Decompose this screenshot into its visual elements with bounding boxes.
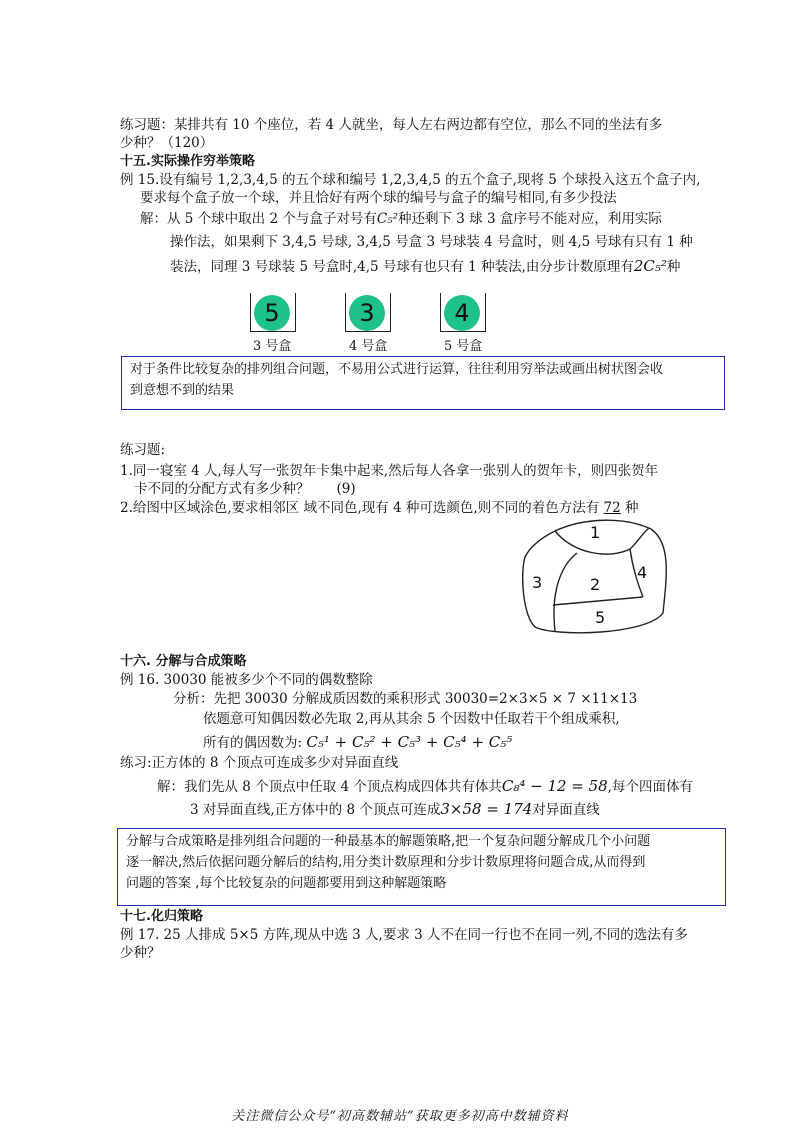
answer-value: 72 <box>603 500 621 516</box>
section-heading-15: 十五.实际操作穷举策略 <box>120 154 255 169</box>
region-label: 3 <box>532 573 543 592</box>
analysis-line: 所有的偶因数为: C₅¹ + C₅² + C₅³ + C₅⁴ + C₅⁵ <box>203 733 513 751</box>
page-footer: 关注微信公众号“初高数辅站”获取更多初高中数辅资料 <box>231 1109 569 1124</box>
math-expression: C₈⁴ − 12 = 58 <box>501 777 608 795</box>
note-line: 逐一解决,然后依据问题分解后的结构,用分类计数原理和分步计数原理将问题合成,从而得到 <box>126 854 646 870</box>
region-label: 1 <box>590 523 601 542</box>
box-label: 3 号盒 <box>253 339 292 354</box>
practice-question-line: 2.给图中区域涂色,要求相邻区 域不同色,现有 4 种可选颜色,则不同的着色方法有 72 种 <box>120 500 639 516</box>
ball-icon: 5 <box>254 295 290 331</box>
region-label: 4 <box>637 563 648 582</box>
solution-16-line: 3 对异面直线,正方体中的 8 个顶点可连成3×58 = 174对异面直线 <box>190 800 600 818</box>
box-label: 5 号盒 <box>444 339 483 354</box>
note-line: 对于条件比较复杂的排列组合问题，不易用公式进行运算，往往利用穷举法或画出树状图会收 <box>130 362 664 377</box>
box-label: 4 号盒 <box>349 339 388 354</box>
analysis-line: 依题意可知偶因数必先取 2,再从其余 5 个因数中任取若干个组成乘积, <box>203 711 620 727</box>
practice-question-line: 练习题：某排共有 10 个座位，若 4 人就坐，每人左右两边都有空位，那么不同的坐法有多 <box>120 117 663 133</box>
practice-question-line: 1.同一寝室 4 人,每人写一张贺年卡集中起来,然后每人各拿一张别人的贺年卡，则四张贺年 <box>120 463 659 479</box>
math-expression: C₅² <box>376 211 398 227</box>
example-15-line: 要求每个盒子放一个球，并且恰好有两个球的编号与盒子的编号相同,有多少投法 <box>140 190 617 206</box>
solution-15-line: 解：从 5 个球中取出 2 个与盒子对号有C₅²种还剩下 3 球 3 盒序号不能对应，利用实际 <box>140 211 662 227</box>
region-label: 5 <box>595 608 606 627</box>
strategy-note-box <box>117 828 726 906</box>
example-16-line: 例 16. 30030 能被多少个不同的偶数整除 <box>120 672 373 688</box>
region-label: 2 <box>590 575 601 594</box>
practice-heading: 练习题: <box>120 442 166 458</box>
solution-16-line: 解：我们先从 8 个顶点中任取 4 个顶点构成四体共有体共C₈⁴ − 12 = 58,每个四面体有 <box>157 777 694 795</box>
note-line: 到意想不到的结果 <box>130 382 235 398</box>
note-line: 分解与合成策略是排列组合问题的一种最基本的解题策略,把一个复杂问题分解成几个小问题 <box>126 834 651 849</box>
note-line: 问题的答案 ,每个比较复杂的问题都要用到这种解题策略 <box>126 875 447 891</box>
math-expression: C₅¹ + C₅² + C₅³ + C₅⁴ + C₅⁵ <box>306 733 513 751</box>
math-expression: 3×58 = 174 <box>440 800 533 818</box>
solution-15-line: 装法，同理 3 号球装 5 号盒时,4,5 号球有也只有 1 种装法,由分步计数原理有2C₅²种 <box>170 257 681 275</box>
example-17-line: 少种？ <box>120 945 161 961</box>
practice-question-line: 少种？（120） <box>120 135 214 151</box>
practice-question-line: 卡不同的分配方式有多少种？ (9) <box>134 481 356 497</box>
practice-question-line: 练习:正方体的 8 个顶点可连成多少对异面直线 <box>120 755 399 771</box>
analysis-line: 分析：先把 30030 分解成质因数的乘积形式 30030=2×3×5 × 7 ×11×13 <box>173 691 638 707</box>
section-heading-17: 十七.化归策略 <box>120 909 203 924</box>
strategy-note-box <box>121 356 725 410</box>
math-expression: 2C₅² <box>633 257 667 275</box>
example-17-line: 例 17. 25 人排成 5×5 方阵,现从中选 3 人,要求 3 人不在同一行也不在同一列,不同的选法有多 <box>120 927 688 943</box>
section-heading-16: 十六. 分解与合成策略 <box>120 654 247 669</box>
ball-icon: 3 <box>349 295 385 331</box>
example-15-line: 例 15.设有编号 1,2,3,4,5 的五个球和编号 1,2,3,4,5 的五个盒子,现将 5 个球投入这五个盒子内, <box>120 172 701 188</box>
region-coloring-diagram <box>515 515 675 640</box>
solution-15-line: 操作法，如果剩下 3,4,5 号球, 3,4,5 号盒 3 号球装 4 号盒时，则 4,5 号球有只有 1 种 <box>170 234 693 250</box>
ball-icon: 4 <box>444 295 480 331</box>
